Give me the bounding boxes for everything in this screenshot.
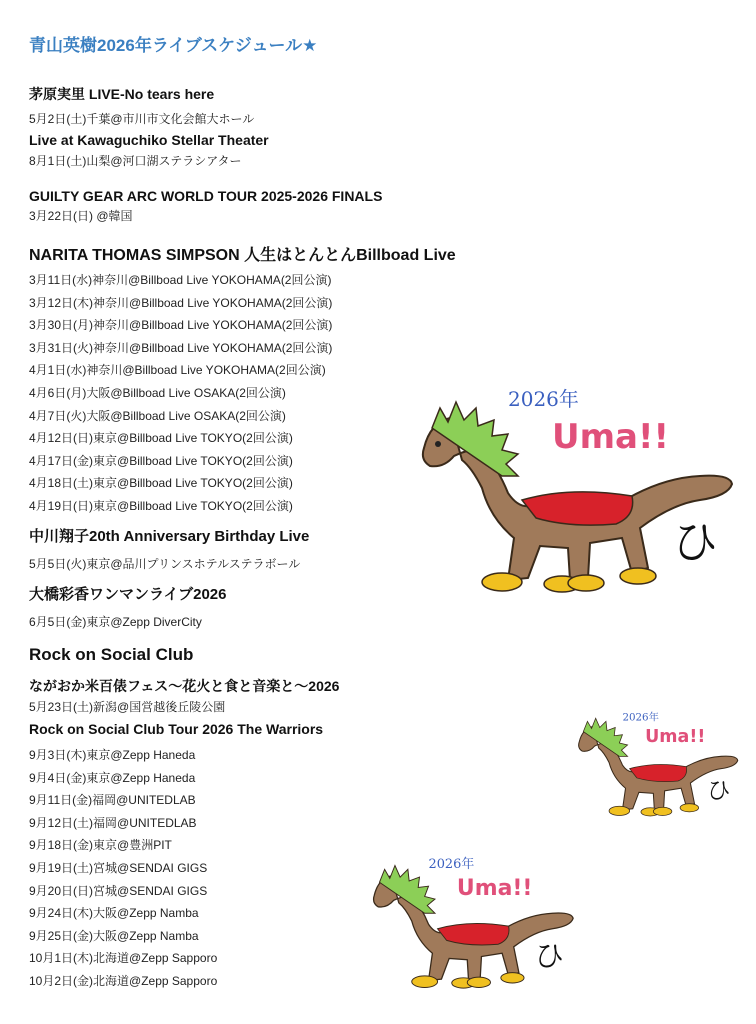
horse-illustration-bottom	[365, 850, 585, 992]
event-heading: Live at Kawaguchiko Stellar Theater	[29, 132, 269, 148]
horse-hoof	[501, 973, 524, 983]
uma-label: Uma!!	[645, 726, 706, 747]
signature: ひ	[672, 515, 718, 569]
year-label: 2026年	[508, 387, 579, 411]
uma-label: Uma!!	[456, 876, 533, 902]
year-label: 2026年	[622, 711, 659, 724]
signature: ひ	[534, 939, 565, 975]
event-date-row: 5月23日(土)新潟@国営越後丘陵公園	[29, 700, 226, 714]
event-date-row: 5月2日(土)千葉@市川市文化会館大ホール	[29, 112, 255, 126]
event-date-row: 9月4日(金)東京@Zepp Haneda	[29, 770, 196, 785]
year-label: 2026年	[428, 857, 475, 873]
event-date-row: 6月5日(金)東京@Zepp DiverCity	[29, 615, 202, 629]
event-date-row: 4月12日(日)東京@Billboad Live TOKYO(2回公演)	[29, 431, 293, 446]
event-date-row: 3月22日(日) @韓国	[29, 209, 133, 223]
event-heading: 茅原実里 LIVE-No tears here	[29, 86, 215, 102]
event-date-row: 9月25日(金)大阪@Zepp Namba	[29, 928, 199, 943]
horse-eye	[435, 441, 441, 447]
event-heading: 大橋彩香ワンマンライブ2026	[29, 586, 227, 603]
event-date-row: 3月31日(火)神奈川@Billboad Live YOKOHAMA(2回公演)	[29, 340, 333, 355]
event-date-row: 5月5日(火)東京@品川プリンスホテルステラボール	[29, 557, 301, 571]
event-date-row: 3月12日(木)神奈川@Billboad Live YOKOHAMA(2回公演)	[29, 295, 333, 310]
event-date-row: 10月2日(金)北海道@Zepp Sapporo	[29, 974, 218, 988]
event-date-row: 4月19日(日)東京@Billboad Live TOKYO(2回公演)	[29, 499, 293, 513]
event-date-row: 9月18日(金)東京@豊洲PIT	[29, 838, 172, 853]
uma-label: Uma!!	[552, 417, 669, 457]
horse-illustration-large	[410, 378, 750, 598]
event-date-row: 4月1日(水)神奈川@Billboad Live YOKOHAMA(2回公演)	[29, 363, 326, 378]
event-date-row: 8月1日(土)山梨@河口湖ステラシアター	[29, 154, 242, 168]
horse-hoof	[653, 807, 672, 815]
event-subheading: Rock on Social Club Tour 2026 The Warriors	[29, 721, 324, 737]
event-date-row: 4月7日(火)大阪@Billboad Live OSAKA(2回公演)	[29, 408, 286, 423]
page-title: 青山英樹2026年ライブスケジュール★	[29, 36, 318, 55]
event-date-row: 9月3日(木)東京@Zepp Haneda	[29, 748, 196, 762]
event-date-row: 4月6日(月)大阪@Billboad Live OSAKA(2回公演)	[29, 386, 286, 400]
event-date-row: 4月18日(土)東京@Billboad Live TOKYO(2回公演)	[29, 476, 293, 491]
horse-hoof	[620, 568, 656, 584]
horse-hoof	[482, 573, 522, 591]
horse-illustration-medium	[572, 705, 747, 820]
horse-hoof	[412, 976, 438, 988]
horse-hoof	[467, 977, 490, 987]
event-date-row: 9月19日(土)宮城@SENDAI GIGS	[29, 861, 208, 875]
horse-hoof	[568, 575, 604, 591]
event-date-row: 10月1日(木)北海道@Zepp Sapporo	[29, 951, 218, 966]
event-date-row: 4月17日(金)東京@Billboad Live TOKYO(2回公演)	[29, 453, 293, 468]
event-heading: NARITA THOMAS SIMPSON 人生はとんとんBillboad Live	[29, 247, 456, 264]
event-date-row: 9月12日(土)福岡@UNITEDLAB	[29, 815, 197, 830]
event-date-row: 3月11日(水)神奈川@Billboad Live YOKOHAMA(2回公演)	[29, 273, 332, 287]
event-heading: GUILTY GEAR ARC WORLD TOUR 2025-2026 FINALS	[29, 188, 383, 204]
signature: ひ	[706, 776, 731, 805]
event-date-row: 9月20日(日)宮城@SENDAI GIGS	[29, 883, 208, 898]
horse-hoof	[609, 806, 630, 815]
event-date-row: 9月11日(金)福岡@UNITEDLAB	[29, 793, 196, 808]
event-heading: 中川翔子20th Anniversary Birthday Live	[29, 528, 310, 545]
event-date-row: 9月24日(木)大阪@Zepp Namba	[29, 906, 199, 921]
horse-hoof	[680, 804, 699, 812]
event-heading: Rock on Social Club	[29, 645, 194, 664]
event-date-row: 3月30日(月)神奈川@Billboad Live YOKOHAMA(2回公演)	[29, 318, 333, 333]
event-subheading: ながおか米百俵フェス〜花火と食と音楽と〜2026	[29, 678, 340, 694]
